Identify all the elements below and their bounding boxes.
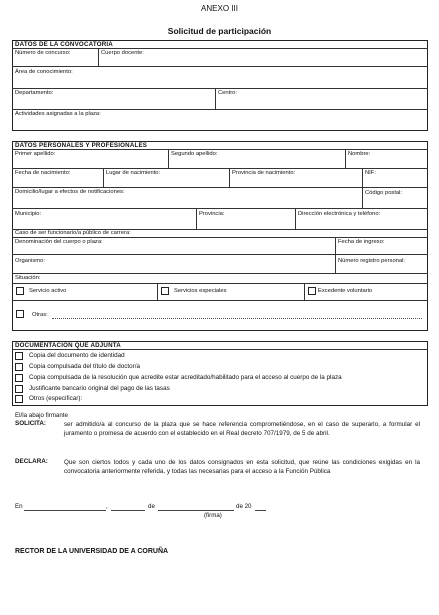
- actividades-field[interactable]: Actividades asignadas a la plaza:: [15, 111, 101, 117]
- segundo-apellido-field[interactable]: Segundo apellido:: [171, 151, 218, 157]
- signature-de1: de: [148, 503, 155, 510]
- divider: [98, 48, 99, 66]
- page-title: Solicitud de participación: [167, 26, 272, 36]
- divider: [12, 349, 428, 350]
- municipio-field[interactable]: Municipio:: [15, 211, 42, 217]
- codigo-postal-field[interactable]: Código postal:: [365, 190, 403, 196]
- annex-label: ANEXO III: [201, 4, 238, 13]
- denominacion-field[interactable]: Denominación del cuerpo o plaza:: [15, 239, 103, 245]
- doc-justificante-checkbox[interactable]: [15, 385, 23, 393]
- fecha-ingreso-field[interactable]: Fecha de ingreso:: [338, 239, 385, 245]
- divider: [12, 254, 428, 255]
- documentacion-section-title: DOCUMENTACIÓN QUE ADJUNTA: [15, 342, 121, 349]
- doc-resolucion-label: Copia compulsada de la resolución que acredite estar acreditado/habilitado para el acceso al cuerpo de la plaza: [29, 374, 342, 381]
- doc-titulo-doctor-label: Copia compulsada del título de doctor/a: [29, 363, 140, 370]
- servicios-especiales-checkbox[interactable]: [161, 287, 169, 295]
- declara-text: Que son ciertos todos y cada uno de los datos consignados en esta solicitud, que reúne las condiciones exigidas en la convocatoria anteriormente referida, y todas las necesarias para el acceso a la Función Pública: [64, 459, 420, 476]
- divider: [103, 168, 104, 187]
- divider: [12, 66, 428, 67]
- divider: [12, 208, 428, 209]
- divider: [304, 283, 305, 300]
- fecha-nacimiento-field[interactable]: Fecha de nacimiento:: [15, 170, 71, 176]
- divider: [12, 48, 428, 49]
- provincia-nacimiento-field[interactable]: Provincia de nacimiento:: [232, 170, 296, 176]
- nombre-field[interactable]: Nombre:: [348, 151, 371, 157]
- servicio-activo-label: Servicio activo: [29, 288, 67, 294]
- servicio-activo-checkbox[interactable]: [16, 287, 24, 295]
- otras-input-line[interactable]: [52, 318, 422, 319]
- area-conocimiento-field[interactable]: Área de conocimiento:: [15, 69, 73, 75]
- solicita-text: ser admitido/a al concurso de la plaza que se hace referencia comprometiéndose, en el caso de superarlo, a formular el juramento o promesa de acuerdo con el establecido en el Real decreto 707/1979, de 5 de abril.: [64, 421, 420, 438]
- divider: [12, 237, 428, 238]
- divider: [12, 187, 428, 188]
- excedente-voluntario-checkbox[interactable]: [308, 287, 316, 295]
- signature-firma-label: (firma): [204, 512, 222, 519]
- divider: [215, 88, 216, 109]
- primer-apellido-field[interactable]: Primer apellido:: [15, 151, 56, 157]
- domicilio-field[interactable]: Domicilio/lugar a efectos de notificaciones:: [15, 189, 125, 195]
- numero-registro-field[interactable]: Número registro personal:: [338, 258, 406, 264]
- solicita-key: SOLICITA:: [15, 420, 47, 427]
- doc-resolucion-checkbox[interactable]: [15, 374, 23, 382]
- numero-concurso-field[interactable]: Número de concurso:: [15, 50, 71, 56]
- divider: [295, 208, 296, 229]
- divider: [12, 109, 428, 110]
- signature-en: En: [15, 503, 23, 510]
- rector-recipient: RECTOR DE LA UNIVERSIDAD DE A CORUÑA: [15, 548, 169, 555]
- otras-label: Otras:: [32, 312, 48, 318]
- divider: [229, 168, 230, 187]
- divider: [362, 187, 363, 208]
- doc-otros-label: Otros (especificar):: [29, 395, 83, 402]
- situacion-label: Situación:: [15, 275, 41, 281]
- divider: [335, 237, 336, 273]
- signature-de2: de 20: [236, 503, 252, 510]
- divider: [12, 168, 428, 169]
- cuerpo-docente-field[interactable]: Cuerpo docente:: [101, 50, 144, 56]
- otras-checkbox[interactable]: [16, 310, 24, 318]
- lugar-nacimiento-field[interactable]: Lugar de nacimiento:: [106, 170, 161, 176]
- servicios-especiales-label: Servicios especiales: [174, 288, 227, 294]
- divider: [12, 300, 428, 301]
- signature-comma: ,: [106, 503, 108, 510]
- divider: [168, 149, 169, 168]
- direccion-email-field[interactable]: Dirección electrónica y teléfono:: [298, 211, 381, 217]
- signature-day-line[interactable]: [111, 510, 145, 511]
- centro-field[interactable]: Centro:: [218, 90, 238, 96]
- signature-year-line[interactable]: [255, 510, 266, 511]
- convocatoria-section: [12, 40, 428, 131]
- divider: [362, 168, 363, 187]
- divider: [196, 208, 197, 229]
- divider: [12, 88, 428, 89]
- organismo-field[interactable]: Organismo:: [15, 258, 45, 264]
- signature-month-line[interactable]: [158, 510, 234, 511]
- personales-section-title: DATOS PERSONALES Y PROFESIONALES: [15, 142, 148, 149]
- divider: [12, 149, 428, 150]
- divider: [157, 283, 158, 300]
- doc-titulo-doctor-checkbox[interactable]: [15, 363, 23, 371]
- excedente-voluntario-label: Excedente voluntario: [318, 288, 373, 294]
- declara-key: DECLARA:: [15, 458, 48, 465]
- divider: [345, 149, 346, 168]
- signature-place-line[interactable]: [24, 510, 106, 511]
- declaration-intro: El/la abajo firmante: [15, 412, 68, 419]
- convocatoria-section-title: DATOS DE LA CONVOCATORIA: [15, 41, 113, 48]
- departamento-field[interactable]: Departamento:: [15, 90, 54, 96]
- divider: [12, 283, 428, 284]
- nif-field[interactable]: NIF:: [365, 170, 376, 176]
- caso-funcionario-label: Caso de ser funcionario/a público de carrera:: [15, 230, 131, 236]
- doc-otros-checkbox[interactable]: [15, 395, 23, 403]
- doc-justificante-label: Justificante bancario original del pago de las tasas: [29, 385, 170, 392]
- doc-identidad-checkbox[interactable]: [15, 352, 23, 360]
- divider: [12, 273, 428, 274]
- doc-identidad-label: Copia del documento de identidad: [29, 352, 125, 359]
- provincia-field[interactable]: Provincia:: [199, 211, 225, 217]
